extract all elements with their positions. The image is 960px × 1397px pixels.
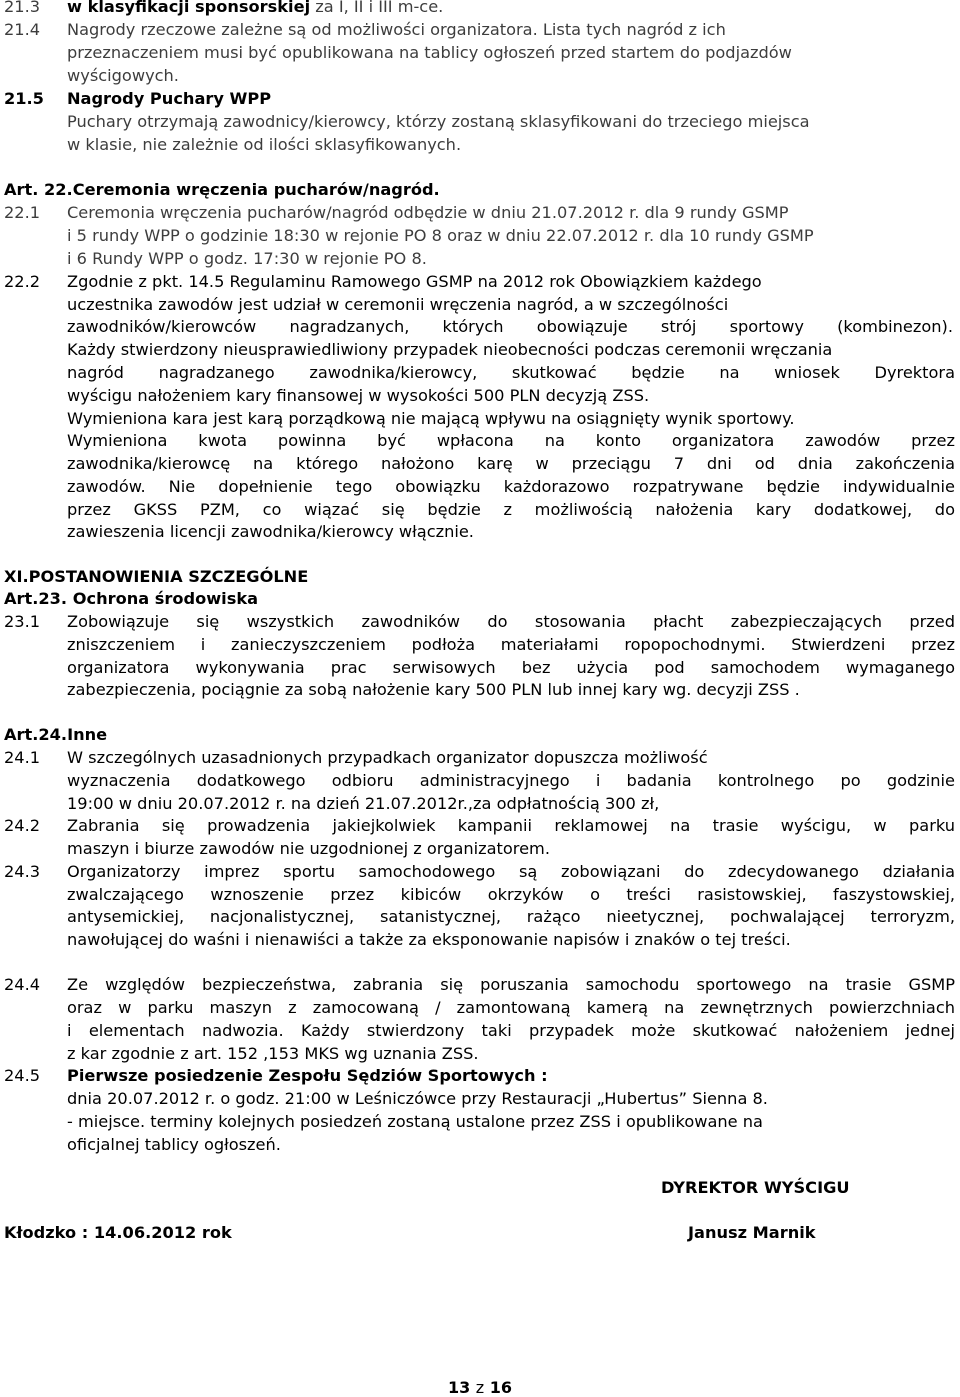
- place-date: Kłodzko : 14.06.2012 rok: [4, 1223, 232, 1242]
- item-line: Puchary otrzymają zawodnicy/kierowcy, którzy zostaną sklasyfikowani do trzeciego miejsca: [67, 112, 810, 131]
- item-line: Organizatorzy imprez sportu samochodowego są zobowiązani do zdecydowanego działania: [67, 862, 955, 881]
- page-separator: z: [475, 1378, 485, 1397]
- item-line: zniszczeniem i zanieczyszczeniem podłoża materiałami ropopochodnymi. Stwierdzeni przez: [67, 635, 955, 654]
- item-line: organizatora wykonywania prac serwisowych bez użycia pod samochodem wymaganego: [67, 658, 955, 677]
- item-line: oficjalnej tablicy ogłoszeń.: [67, 1135, 281, 1154]
- item-number: 21.5: [4, 89, 44, 108]
- item-line: i elementach nadwozia. Każdy stwierdzony taki przypadek może skutkować nałożeniem jednej: [67, 1021, 955, 1040]
- item-line: wyścigowych.: [67, 66, 179, 85]
- director-title: DYREKTOR WYŚCIGU: [661, 1178, 850, 1197]
- item-number: 21.4: [4, 20, 41, 39]
- item-number: 22.1: [4, 203, 41, 222]
- item-title: Nagrody Puchary WPP: [67, 89, 272, 108]
- item-line: Zobowiązuje się wszystkich zawodników do stosowania płacht zabezpieczających przed: [67, 612, 955, 631]
- item-line: Nagrody rzeczowe zależne są od możliwości organizatora. Lista tych nagród z ich: [67, 20, 726, 39]
- item-number: 23.1: [4, 612, 41, 631]
- item-number: 24.4: [4, 975, 41, 994]
- article-heading: Art.23. Ochrona środowiska: [4, 589, 259, 608]
- item-line: Ceremonia wręczenia pucharów/nagród odbędzie w dniu 21.07.2012 r. dla 9 rundy GSMP: [67, 203, 789, 222]
- item-line: przeznaczeniem musi być opublikowana na tablicy ogłoszeń przed startem do podjazdów: [67, 43, 792, 62]
- item-line: nagród nagradzanego zawodnika/kierowcy, skutkować będzie na wniosek Dyrektora: [67, 363, 955, 382]
- item-line: wyścigu nałożeniem kary finansowej w wysokości 500 PLN decyzją ZSS.: [67, 386, 650, 405]
- item-bold-text: w klasyfikacji sponsorskiej: [67, 0, 311, 16]
- item-line: Ze względów bezpieczeństwa, zabrania się poruszania samochodu sportowego na trasie GSMP: [67, 975, 955, 994]
- item-line: - miejsce. terminy kolejnych posiedzeń zostaną ustalone przez ZSS i opublikowane na: [67, 1112, 763, 1131]
- item-line: nawołującej do waśni i nienawiści a także za eksponowanie napisów i znaków o tej treści.: [67, 930, 791, 949]
- item-number: 24.2: [4, 816, 41, 835]
- page-current: 13: [447, 1378, 471, 1397]
- item-line: W szczególnych uzasadnionych przypadkach organizator dopuszcza możliwość: [67, 748, 708, 767]
- item-title: Pierwsze posiedzenie Zespołu Sędziów Sportowych :: [67, 1066, 548, 1085]
- item-line: i 6 Rundy WPP o godz. 17:30 w rejonie PO 8.: [67, 249, 427, 268]
- item-line: wyznaczenia dodatkowego odbioru administracyjnego i badania kontrolnego po godzinie: [67, 771, 955, 790]
- item-number: 24.3: [4, 862, 41, 881]
- item-line: zwalczającego wznoszenie przez kibiców okrzyków o treści rasistowskiej, faszystowskiej,: [67, 885, 955, 904]
- item-number: 24.5: [4, 1066, 41, 1085]
- item-line: maszyn i biurze zawodów nie uzgodnionej z organizatorem.: [67, 839, 550, 858]
- item-line: Każdy stwierdzony nieusprawiedliwiony przypadek nieobecności podczas ceremonii wręczania: [67, 340, 833, 359]
- item-line: uczestnika zawodów jest udział w ceremonii wręczenia nagród, a w szczególności: [67, 295, 729, 314]
- item-line: Zabrania się prowadzenia jakiejkolwiek kampanii reklamowej na trasie wyścigu, w parku: [67, 816, 955, 835]
- item-line: dnia 20.07.2012 r. o godz. 21:00 w Leśniczówce przy Restauracji „Hubertus” Sienna 8.: [67, 1089, 768, 1108]
- item-line: przez GKSS PZM, co wiązać się będzie z możliwością nałożenia kary dodatkowej, do: [67, 500, 955, 519]
- item-line: Zgodnie z pkt. 14.5 Regulaminu Ramowego GSMP na 2012 rok Obowiązkiem każdego: [67, 272, 762, 291]
- page-total: 16: [489, 1378, 513, 1397]
- director-name: Janusz Marnik: [688, 1223, 816, 1242]
- item-line: zabezpieczenia, pociągnie za sobą nałożenie kary 500 PLN lub innej kary wg. decyzji ZSS .: [67, 680, 800, 699]
- item-number: 22.2: [4, 272, 41, 291]
- item-rest-text: za I, II i III m-ce.: [310, 0, 444, 16]
- item-line: Wymieniona kwota powinna być wpłacona na konto organizatora zawodów przez: [67, 431, 955, 450]
- item-number: 24.1: [4, 748, 41, 767]
- page-number: [0, 1378, 960, 1397]
- item-line: antysemickiej, nacjonalistycznej, satanistycznej, rażąco nieetycznej, pochwalającej terroryzm,: [67, 907, 955, 926]
- item-text: [67, 0, 443, 18]
- item-line: Wymieniona kara jest karą porządkową nie mającą wpływu na osiągnięty wynik sportowy.: [67, 409, 795, 428]
- item-line: oraz w parku maszyn z zamocowaną / zamontowaną kamerą na zewnętrznych powierzchniach: [67, 998, 955, 1017]
- item-number: 21.3: [4, 0, 41, 16]
- item-line: zawodnika/kierowcę na którego nałożono karę w przeciągu 7 dni od dnia zakończenia: [67, 454, 955, 473]
- article-heading: Art. 22.Ceremonia wręczenia pucharów/nagród.: [4, 180, 440, 199]
- section-heading: XI.POSTANOWIENIA SZCZEGÓLNE: [4, 567, 309, 586]
- item-line: 19:00 w dniu 20.07.2012 r. na dzień 21.07.2012r.,za odpłatnością 300 zł,: [67, 794, 660, 813]
- item-line: zawieszenia licencji zawodnika/kierowcy włącznie.: [67, 522, 474, 541]
- item-line: z kar zgodnie z art. 152 ,153 MKS wg uznania ZSS.: [67, 1044, 479, 1063]
- item-line: zawodników/kierowców nagradzanych, których obowiązuje strój sportowy (kombinezon).: [67, 317, 953, 336]
- article-heading: Art.24.Inne: [4, 725, 108, 744]
- item-line: i 5 rundy WPP o godzinie 18:30 w rejonie PO 8 oraz w dniu 22.07.2012 r. dla 10 rundy GSMP: [67, 226, 814, 245]
- item-line: zawodów. Nie dopełnienie tego obowiązku każdorazowo rozpatrywane będzie indywidualnie: [67, 477, 955, 496]
- item-line: w klasie, nie zależnie od ilości sklasyfikowanych.: [67, 135, 462, 154]
